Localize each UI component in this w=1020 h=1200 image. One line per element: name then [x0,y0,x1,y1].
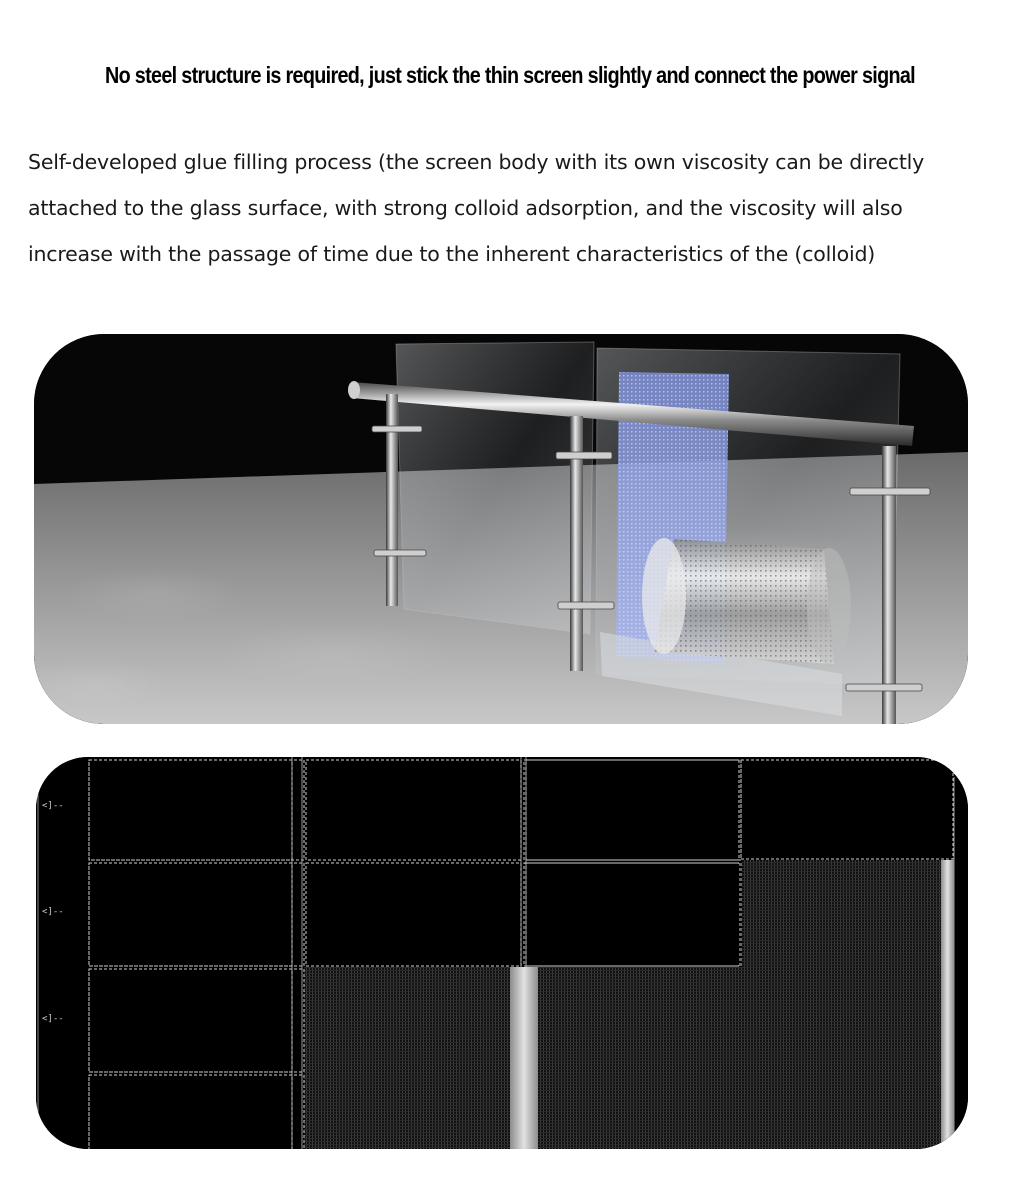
railing-illustration [34,334,968,724]
row-marker-1: <]-- [42,801,64,811]
glass-panel-left [396,342,594,634]
row-marker-3: <]-- [42,1014,64,1024]
product-photo [34,334,968,724]
description-line-3: increase with the passage of time due to the inherent characteristics of the (colloid) [28,242,876,266]
lit-region-1 [742,860,954,968]
headline: No steel structure is required, just stick the thin screen slightly and connect the power signal [105,62,915,88]
wiring-grid [36,757,968,1149]
connector-bar-right [941,860,954,1149]
description-line-1: Self-developed glue filling process (the screen body with its own viscosity can be directly [28,150,925,174]
row-marker-2: <]-- [42,907,64,917]
description-line-2: attached to the glass surface, with strong colloid adsorption, and the viscosity will also [28,196,903,220]
wiring-diagram [36,757,968,1149]
lit-region-2 [304,967,954,1149]
rolled-film [642,538,851,664]
description-paragraph [28,139,1013,277]
connector-bar-middle [510,967,538,1149]
